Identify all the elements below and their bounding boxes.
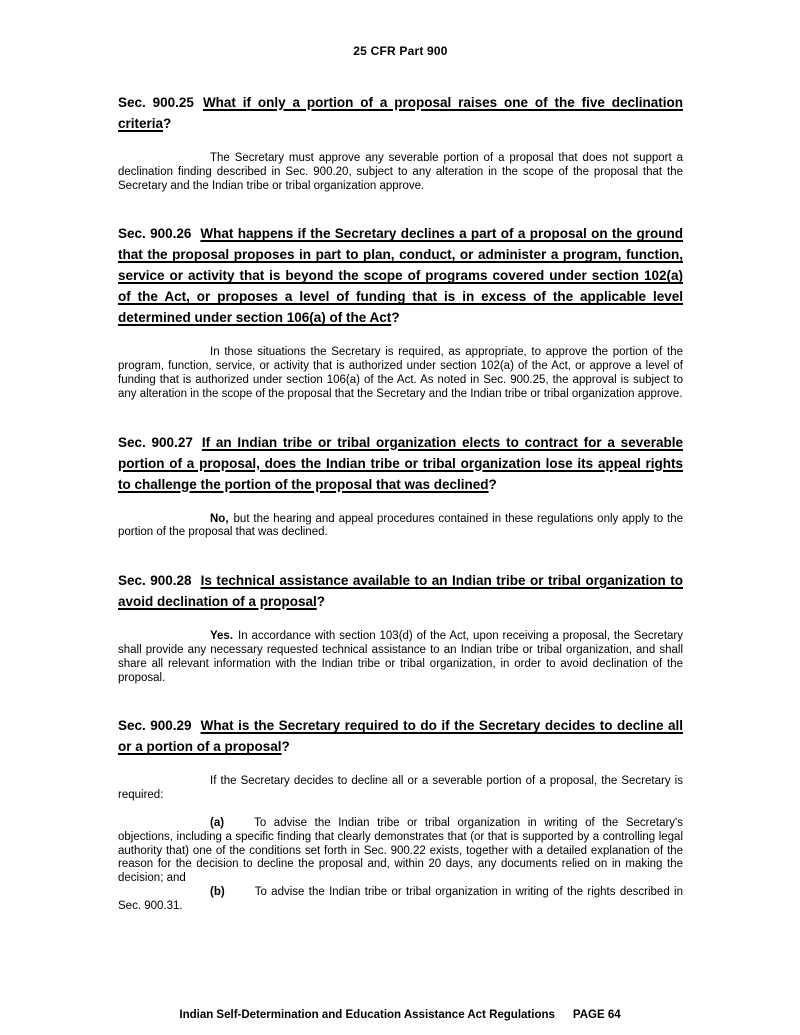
question-mark: ? [163, 116, 172, 131]
paragraph-text: The Secretary must approve any severable portion of a proposal that does not support a declination finding described in Sec. 900.20, subject to any alteration in the scope of the proposal that the Secretary and the Indian tribe or tribal organization approve. [118, 152, 683, 192]
paragraph [118, 513, 683, 541]
footer-title: Indian Self-Determination and Education Assistance Act Regulations [179, 1009, 555, 1021]
paragraph-item-a [118, 817, 683, 886]
section-number: Sec. 900.25 [118, 95, 194, 110]
question-mark: ? [391, 310, 400, 326]
question-mark: ? [316, 594, 326, 610]
section-question: What is the Secretary required to do if the Secretary decides to decline all or a portion of a proposal [118, 718, 683, 755]
section-heading [118, 432, 683, 495]
paragraph-lead: Yes. [210, 630, 234, 643]
section-900-25 [118, 92, 683, 193]
footer-page-number: PAGE 64 [572, 1009, 621, 1021]
section-number: Sec. 900.26 [118, 226, 192, 242]
document-header-title: 25 CFR Part 900 [353, 44, 448, 58]
section-number: Sec. 900.29 [118, 718, 192, 734]
paragraph-lead: No, [210, 512, 229, 525]
section-heading [118, 715, 683, 757]
section-900-27 [118, 432, 683, 541]
section-question: What if only a portion of a proposal raises one of the five declination criteria [118, 95, 683, 131]
section-900-29 [118, 715, 683, 913]
paragraph-text: but the hearing and appeal procedures contained in these regulations only apply to the portion of the proposal that was declined. [118, 512, 683, 539]
paragraph-lead: (b) [210, 885, 225, 898]
paragraph-lead: (a) [210, 816, 225, 829]
section-heading [118, 570, 683, 612]
section-900-26 [118, 223, 683, 401]
paragraph [118, 346, 683, 401]
paragraph-text: In accordance with section 103(d) of the Act, upon receiving a proposal, the Secretary shall provide any necessary requested technical assistance to an Indian tribe or tribal organization, and shall share all relevant information with the Indian tribe or tribal organization, in order to avoid declination of the proposal. [118, 630, 683, 684]
section-heading [118, 223, 683, 328]
paragraph [118, 152, 683, 193]
paragraph-text: To advise the Indian tribe or tribal organization in writing of the rights described in Sec. 900.31. [118, 885, 683, 912]
paragraph-text: To advise the Indian tribe or tribal organization in writing of the Secretary's objections, including a specific finding that clearly demonstrates that (or that is supported by a controlling legal authority that) one of the conditions set forth in Sec. 900.22 exists, together with a detailed explanation of the reason for the decision to decline the proposal and, within 20 days, any documents relied on in making the decision; and [118, 816, 683, 885]
section-question: If an Indian tribe or tribal organization elects to contract for a severable portion of a proposal, does the Indian tribe or tribal organization lose its appeal rights to challenge the portion of the proposal that was declined [118, 434, 683, 492]
document-footer [0, 1009, 800, 1021]
section-question: What happens if the Secretary declines a part of a proposal on the ground that the proposal proposes in part to plan, conduct, or administer a program, function, service or activity that is beyond the scope of programs covered under section 102(a) of the Act, or proposes a level of funding that is in excess of the applicable level determined under section 106(a) of the Act [118, 226, 683, 326]
paragraph [118, 630, 683, 685]
section-900-28 [118, 570, 683, 685]
section-number: Sec. 900.28 [118, 573, 192, 589]
paragraph-item-b [118, 886, 683, 914]
section-number: Sec. 900.27 [118, 434, 193, 450]
paragraph-text: If the Secretary decides to decline all or a severable portion of a proposal, the Secretary is required: [118, 775, 683, 802]
section-heading [118, 92, 683, 134]
section-question: Is technical assistance available to an Indian tribe or tribal organization to avoid declination of a proposal [118, 573, 683, 610]
question-mark: ? [488, 476, 497, 492]
paragraph [118, 775, 683, 803]
paragraph-text: In those situations the Secretary is required, as appropriate, to approve the portion of the program, function, service, or activity that is authorized under section 102(a) of the Act, or approve a level of funding that is authorized under section 106(a) of the Act. As noted in Sec. 900.25, the approval is subject to any alteration in the scope of the proposal that the Secretary and the Indian tribe or tribal organization approve. [118, 346, 683, 400]
question-mark: ? [281, 739, 290, 755]
